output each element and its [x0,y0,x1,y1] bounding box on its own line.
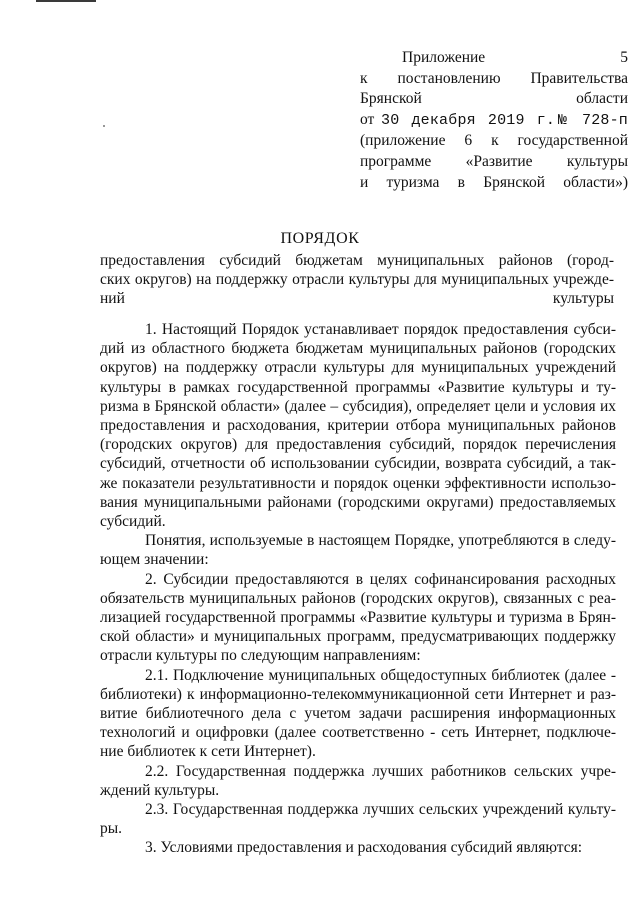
body-line: обязательств муниципальных районов (городских округов), связанных с реа- [100,589,616,607]
document-heading: ПОРЯДОК [280,230,360,247]
body-line: ской области» и муниципальных программ, предусматривающих поддержку [100,628,616,646]
subtitle-line: ний культуры [100,289,614,307]
subtitle-line: ских округов) на поддержку отрасли культуры для муниципальных учрежде- [100,270,614,288]
body-line: дий из областного бюджета бюджетам муниципальных районов (городских [100,340,616,358]
body-line: ризма в Брянской области» (далее – субсидия), определяет цели и условия их [100,397,616,415]
body-line: ждений культуры. [100,781,220,799]
body-line: культуры в рамках государственной программы «Развитие культуры и ту- [100,378,616,396]
body-line: 2. Субсидии предоставляются в целях софинансирования расходных [145,570,616,588]
body-line: 2.1. Подключение муниципальных общедоступных библиотек (далее - [145,666,616,684]
annex-line-1: к постановлению Правительства [360,69,628,87]
body-line: вания муниципальными районами (городскими округами) предоставляемых [100,493,616,511]
body-line: округов) на поддержку отрасли культуры для муниципальных учреждений [100,359,616,377]
body-line: 2.3. Государственная поддержка лучших сельских учреждений культу- [145,801,616,819]
annex-line-5: программе «Развитие культуры [360,152,628,170]
annex-line-4: (приложение 6 к государственной [360,132,628,150]
body-line: Понятия, используемые в настоящем Порядке, употребляются в следу- [145,532,616,550]
body-line: лизацией государственной программы «Развитие культуры и туризма в Брян- [100,609,616,627]
annex-date-line [360,110,628,132]
scan-speck [103,125,105,127]
body-line: отрасли культуры по следующим направлениям: [100,647,421,665]
subtitle-line: предоставления субсидий бюджетам муниципальных районов (город- [100,252,614,269]
body-line: витие библиотечного дела с учетом задачи расширения информационных [100,705,616,723]
annex-date-prefix: от [360,110,375,128]
top-rule [36,0,96,2]
body-line: предоставления и расходования, критерии отбора муниципальных районов [100,417,616,435]
body-line: субсидий. [100,513,166,531]
body-line: же показатели результативности и порядок оценки эффективности использо- [100,474,616,492]
annex-block [360,48,628,193]
body-line: 1. Настоящий Порядок устанавливает порядок предоставления субси- [145,321,616,338]
body-line: технологий и оцифровки (далее соответственно - сеть Интернет, подключе- [100,724,616,742]
annex-date-value: 30 декабря 2019 г.№ 728-п [381,111,628,129]
body-line: 3. Условиями предоставления и расходования субсидий являются: [145,839,583,857]
body-line: библиотеки) к информационно-телекоммуникационной сети Интернет и раз- [100,685,616,703]
body-line: субсидий, отчетности об использовании субсидии, возврата субсидий, а так- [100,455,616,473]
annex-title: Приложение 5 [402,49,628,66]
annex-line-6: и туризма в Брянской области») [360,173,628,191]
body-line: 2.2. Государственная поддержка лучших работников сельских учре- [145,762,616,780]
body-line: ры. [100,820,123,838]
document-body [100,320,616,858]
body-line: (городских округов) для предоставления субсидий, порядок перечисления [100,436,616,454]
body-line: ющем значении: [100,551,209,569]
body-line: ние библиотек к сети Интернет). [100,743,316,761]
annex-line-2: Брянской области [360,90,628,108]
document-subtitle [100,252,614,308]
